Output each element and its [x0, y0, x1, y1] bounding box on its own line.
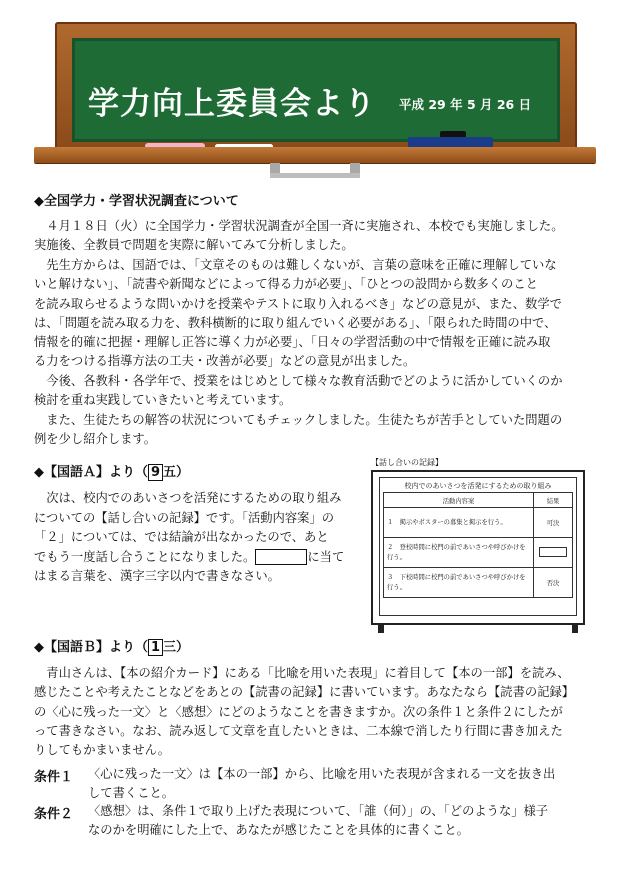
text-line: は、「問題を読み取る力を、教科横断的に取り組んでいく必要がある」、「限られた時間の中で、 — [34, 315, 557, 330]
board-stand-bar — [270, 173, 360, 178]
chalk-ledge — [34, 147, 596, 163]
section-heading-kokugo-a — [34, 461, 189, 481]
paragraph-4 — [34, 411, 606, 450]
text-line: る力をつける指導方法の工夫・改善が必要」などの意見が出ました。 — [34, 354, 416, 369]
text-line: を読み取らせるような問いかけを授業やテストに取り入れるべき」などの意見が、また、数学で — [34, 296, 562, 311]
text-line: はまる言葉を、漢字三字以内で書きなさい。 — [34, 569, 280, 583]
question-number-box: 9 — [148, 464, 163, 481]
condition-2-text — [88, 802, 608, 841]
activity-cell: ２ 登校時間に校門の前であいさつや呼びかけを行う。 — [384, 538, 534, 568]
text-line: 先生方からは、国語では、「文章そのものは難しくないが、言葉の意味を正確に理解していな — [34, 258, 557, 272]
heading-suffix: 三） — [163, 640, 190, 655]
text-line: なのかを明確にした上で、あなたが感じたことを具体的に書くこと。 — [88, 823, 469, 838]
whiteboard-leg — [572, 625, 578, 633]
condition-1-text — [88, 765, 608, 804]
activity-cell: １ 掲示やポスターの募集と掲示を行う。 — [384, 508, 534, 538]
condition-2-label: 条件２ — [34, 807, 74, 822]
table-row — [384, 568, 573, 598]
text-line: 例を少し紹介します。 — [34, 432, 156, 447]
text-line: って書きなさい。なお、読み返して文章を直したいときは、二本線で消したり行間に書き加えた — [34, 723, 563, 738]
text-line: 実施後、全教員で問題を実際に解いてみて分析しました。 — [34, 238, 354, 253]
section-heading-survey: ◆全国学力・学習状況調査について — [34, 194, 239, 209]
text-line: 〈心に残った一文〉は【本の一部】から、比喩を用いた表現が含まれる一文を抜き出 — [88, 767, 556, 781]
table-row — [384, 538, 573, 568]
text-line: 〈感想〉は、条件１で取り上げた表現について、「誰（何）」の、「どのような」様子 — [88, 804, 549, 818]
text-line: 情報を的確に把握・理解し正答に導く力が必要」、「日々の学習活動の中で情報を正確に読み取 — [34, 335, 551, 350]
paragraph-2 — [34, 256, 606, 372]
record-title: 校内でのあいさつを活発にするための取り組み — [404, 482, 552, 490]
activity-cell: ３ 下校時間に校門の前であいさつや呼びかけを行う。 — [384, 568, 534, 598]
heading-prefix: ◆【国語Ａ】より（ — [34, 465, 148, 480]
record-label: 【話し合いの記録】 — [371, 458, 443, 467]
text-line: 「２」については、では結論が出なかったので、あと — [34, 530, 329, 544]
record-table — [383, 492, 573, 598]
text-line: でもう一度話し合うことになりました。 — [34, 549, 256, 564]
paragraph-1 — [34, 217, 606, 256]
whiteboard-legs — [378, 625, 578, 633]
table-header-row — [384, 493, 573, 508]
table-row — [384, 508, 573, 538]
text-line: 次は、校内でのあいさつを活発にするための取り組み — [34, 491, 342, 505]
section-heading-kokugo-b — [34, 636, 189, 656]
text-line: についての【話し合いの記録】です。「活動内容案」の — [34, 510, 335, 525]
text-line: 検討を重ね実践していきたいと考えています。 — [34, 393, 292, 408]
text-line: ４月１８日（火）に全国学力・学習状況調査が全国一斉に実施され、本校でも実施しました。 — [34, 219, 564, 233]
text-line: 今後、各教科・各学年で、授業をはじめとして様々な教育活動でどのように活かしていくのか — [34, 374, 563, 388]
condition-1-label: 条件１ — [34, 770, 74, 785]
result-cell: 可決 — [534, 508, 573, 538]
paragraph-3 — [34, 372, 606, 411]
result-cell: 否決 — [534, 568, 573, 598]
question-number-box: 1 — [148, 639, 163, 656]
col-result-header: 結果 — [534, 493, 573, 508]
answer-blank-box — [255, 549, 307, 565]
issue-date: 平成 29 年 5 月 26 日 — [399, 97, 532, 112]
text-line: に当て — [307, 549, 345, 564]
whiteboard-leg — [378, 625, 384, 633]
result-blank-box — [539, 547, 567, 557]
text-line: また、生徒たちの解答の状況についてもチェックしました。生徒たちが苦手としていた問題の — [34, 413, 563, 427]
kokugo-b-question — [34, 664, 606, 760]
result-cell — [534, 538, 573, 568]
heading-prefix: ◆【国語Ｂ】より（ — [34, 640, 148, 655]
col-activity-header: 活動内容案 — [384, 493, 534, 508]
text-line: いと解けない」、「読書や新聞などによって得る力が必要」、「ひとつの設問から数多くのこと — [34, 277, 538, 292]
text-line: りしてもかまいません。 — [34, 743, 171, 758]
text-line: の〈心に残った一文〉と〈感想〉にどのようなことを書きますか。次の条件１と条件２にしたが — [34, 704, 563, 719]
heading-suffix: 五） — [163, 465, 190, 480]
kokugo-a-question — [34, 489, 369, 587]
page-title: 学力向上委員会より — [88, 86, 376, 122]
text-line: して書くこと。 — [88, 786, 175, 801]
text-line: 感じたことや考えたことなどをあとの【読書の記録】に書いています。あなたなら【読書の記録】 — [34, 685, 575, 700]
text-line: 青山さんは、【本の紹介カード】にある「比喩を用いた表現」に着目して【本の一部】を読み、 — [34, 666, 570, 680]
